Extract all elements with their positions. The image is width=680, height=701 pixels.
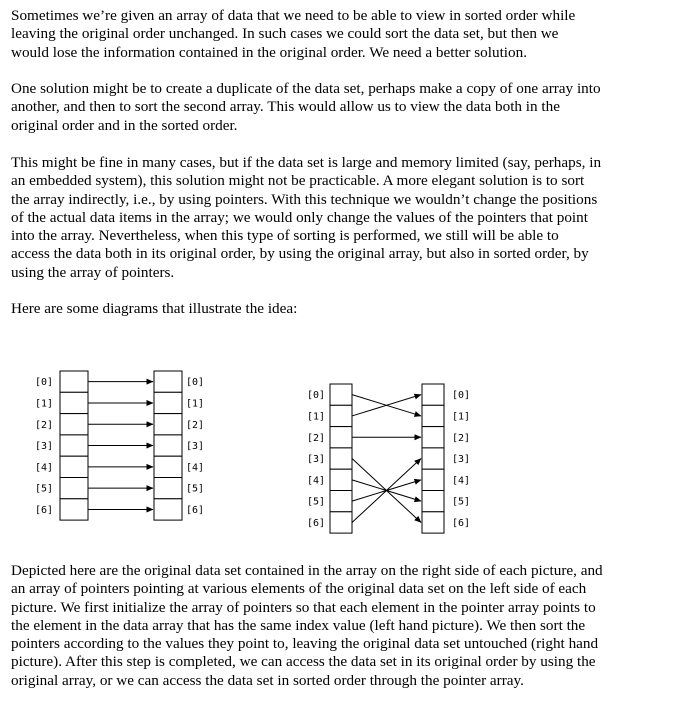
- left-pointer-cell: [60, 392, 88, 413]
- text-line: pointers according to the values they point to, leaving the original data set untouched (right hand: [11, 635, 599, 653]
- left-pointer-index-label: [4]: [35, 462, 54, 474]
- right-picture-sorted-pointers: [307, 384, 470, 533]
- left-data-index-label: [4]: [186, 462, 205, 474]
- text-line: Depicted here are the original data set contained in the array on the right side of each picture, and: [11, 562, 603, 579]
- left-pointer-cell: [60, 478, 88, 499]
- text-line: Here are some diagrams that illustrate the idea:: [11, 300, 298, 317]
- left-picture-initial-pointers: [35, 371, 204, 520]
- left-pointer-index-label: [1]: [35, 398, 54, 410]
- right-pointer-index-label: [6]: [307, 517, 326, 529]
- right-pointer-cell: [330, 512, 352, 533]
- pointer-array-diagram: [0, 360, 680, 540]
- text-line: leaving the original order unchanged. In such cases we could sort the data set, but then we: [11, 25, 559, 43]
- right-pointer-index-label: [1]: [307, 411, 326, 423]
- text-line: would lose the information contained in the original order. We need a better solution.: [11, 43, 528, 61]
- right-pointer-index-label: [0]: [307, 390, 326, 402]
- left-pointer-index-label: [3]: [35, 441, 54, 453]
- right-pointer-index-label: [2]: [307, 432, 326, 444]
- right-data-cell: [422, 384, 444, 405]
- left-pointer-index-label: [6]: [35, 504, 54, 516]
- left-data-index-label: [2]: [186, 419, 205, 431]
- paragraph-intro: [11, 7, 641, 62]
- text-line: into the array. Nevertheless, when this type of sorting is performed, we still will be able to: [11, 227, 559, 245]
- text-line: an array of pointers pointing at various elements of the original data set on the left side of each: [11, 580, 587, 598]
- right-data-cell: [422, 427, 444, 448]
- right-data-index-label: [1]: [452, 411, 471, 423]
- right-pointer-cell: [330, 405, 352, 426]
- left-data-cell: [154, 456, 182, 477]
- left-data-index-label: [1]: [186, 398, 205, 410]
- right-pointer-cell: [330, 448, 352, 469]
- text-line: original array, or we can access the data set in sorted order through the pointer array.: [11, 671, 524, 689]
- right-pointer-cell: [330, 427, 352, 448]
- left-data-cell: [154, 392, 182, 413]
- text-line: another, and then to sort the second array. This would allow us to view the data both in the: [11, 98, 560, 116]
- right-pointer-index-label: [3]: [307, 454, 326, 466]
- text-line: the element in the data array that has the same index value (left hand picture). We then sort the: [11, 616, 586, 634]
- text-line: One solution might be to create a duplicate of the data set, perhaps make a copy of one array into: [11, 80, 601, 97]
- text-line: Sometimes we’re given an array of data that we need to be able to view in sorted order while: [11, 7, 576, 24]
- right-pointer-cell: [330, 469, 352, 490]
- left-pointer-cell: [60, 499, 88, 520]
- right-data-index-label: [3]: [452, 454, 471, 466]
- left-pointer-index-label: [0]: [35, 377, 54, 389]
- right-data-cell: [422, 448, 444, 469]
- text-line: an embedded system), this solution might not be practicable. A more elegant solution is to sort: [11, 172, 585, 190]
- right-pointer-cell: [330, 384, 352, 405]
- paragraph-duplicate-solution: [11, 80, 641, 135]
- left-data-cell: [154, 414, 182, 435]
- left-pointer-cell: [60, 435, 88, 456]
- right-data-index-label: [5]: [452, 496, 471, 508]
- left-data-index-label: [0]: [186, 377, 205, 389]
- right-pointer-index-label: [4]: [307, 475, 326, 487]
- right-data-cell: [422, 469, 444, 490]
- text-line: using the array of pointers.: [11, 263, 175, 281]
- right-data-index-label: [2]: [452, 432, 471, 444]
- right-data-cell: [422, 491, 444, 512]
- left-pointer-cell: [60, 414, 88, 435]
- left-data-cell: [154, 499, 182, 520]
- right-data-cell: [422, 512, 444, 533]
- left-data-cell: [154, 478, 182, 499]
- paragraph-diagram-intro: [11, 300, 641, 318]
- left-data-index-label: [3]: [186, 441, 205, 453]
- left-data-cell: [154, 435, 182, 456]
- right-data-index-label: [6]: [452, 517, 471, 529]
- text-line: picture). After this step is completed, we can access the data set in its original order by using the: [11, 653, 596, 671]
- text-line: access the data both in its original order, by using the original array, but also in sorted order, by: [11, 245, 589, 263]
- right-data-cell: [422, 405, 444, 426]
- right-data-index-label: [4]: [452, 475, 471, 487]
- left-pointer-index-label: [2]: [35, 419, 54, 431]
- left-data-index-label: [6]: [186, 504, 205, 516]
- text-line: original order and in the sorted order.: [11, 116, 238, 134]
- left-pointer-cell: [60, 456, 88, 477]
- text-line: picture. We first initialize the array of pointers so that each element in the pointer array points to: [11, 598, 596, 616]
- left-pointer-index-label: [5]: [35, 483, 54, 495]
- right-pointer-index-label: [5]: [307, 496, 326, 508]
- paragraph-pointer-solution: [11, 154, 641, 282]
- left-data-index-label: [5]: [186, 483, 205, 495]
- left-pointer-cell: [60, 371, 88, 392]
- text-line: the array indirectly, i.e., by using pointers. With this technique we wouldn’t change the positions: [11, 190, 598, 208]
- right-pointer-cell: [330, 491, 352, 512]
- text-line: of the actual data items in the array; we would only change the values of the pointers that point: [11, 208, 588, 226]
- right-data-index-label: [0]: [452, 390, 471, 402]
- left-data-cell: [154, 371, 182, 392]
- text-line: This might be fine in many cases, but if the data set is large and memory limited (say, perhaps, in: [11, 154, 602, 171]
- paragraph-explanation: [11, 562, 641, 690]
